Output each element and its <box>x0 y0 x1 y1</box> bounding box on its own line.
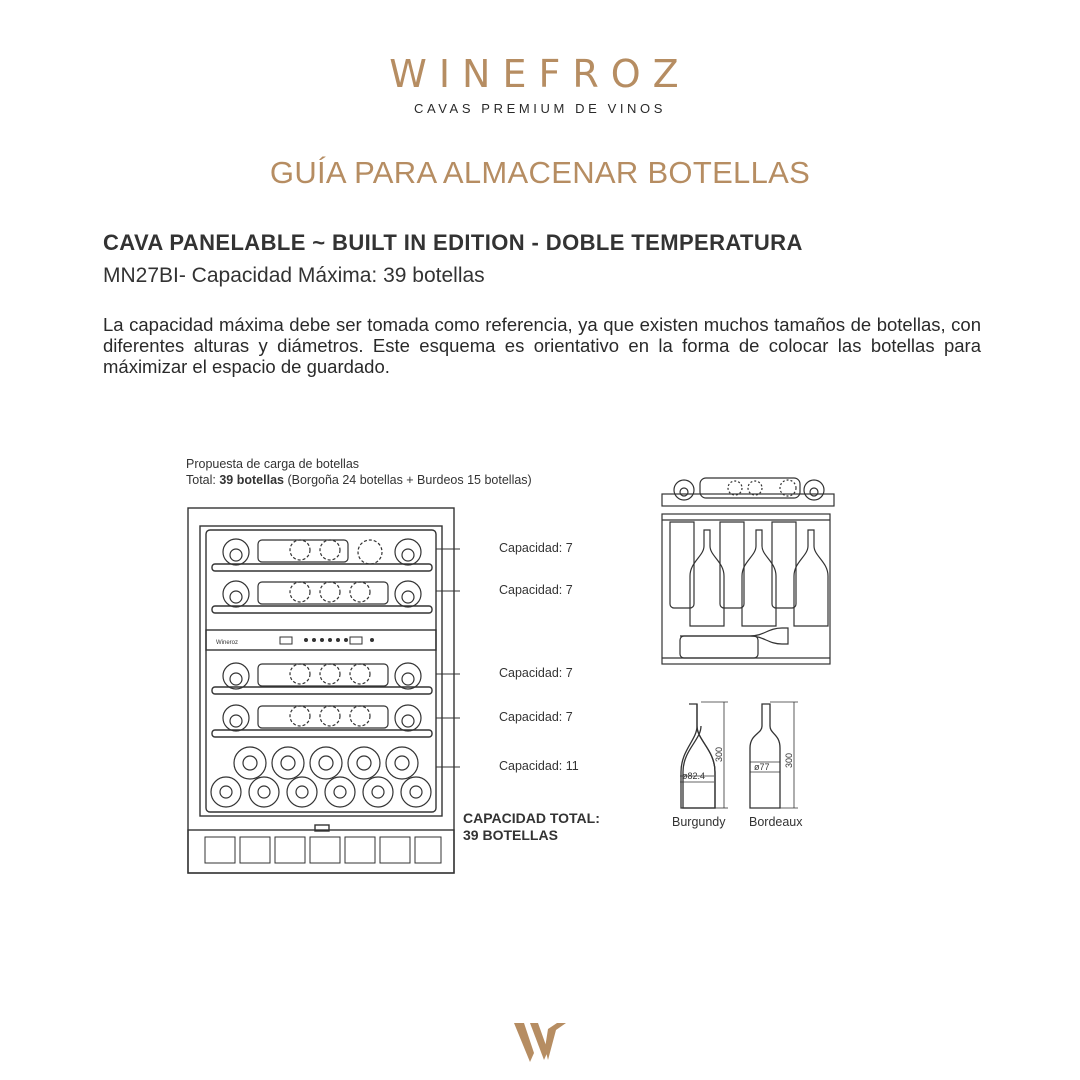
total-bold: 39 botellas <box>219 473 284 487</box>
total-capacity-line2: 39 BOTELLAS <box>463 827 558 843</box>
panel-brand-text: Wineroz <box>216 640 239 646</box>
section-title: CAVA PANELABLE ~ BUILT IN EDITION - DOBLE TEMPERATURA <box>103 230 803 255</box>
shelf-capacity-5: Capacidad: 11 <box>499 759 579 773</box>
shelf-capacity-4: Capacidad: 7 <box>499 710 573 724</box>
bordeaux-height: 300 <box>784 752 794 768</box>
guide-title: GUÍA PARA ALMACENAR BOTELLAS <box>269 155 811 190</box>
total-capacity-line1: CAPACIDAD TOTAL: <box>463 810 600 826</box>
wine-cooler-diagram <box>180 500 460 880</box>
shelf-capacity-3: Capacidad: 7 <box>499 666 573 680</box>
total-detail: (Borgoña 24 botellas + Burdeos 15 botellas) <box>283 473 532 487</box>
model-capacity-line: MN27BI- Capacidad Máxima: 39 botellas <box>103 264 485 287</box>
bordeaux-label: Bordeaux <box>749 815 803 829</box>
bordeaux-diameter: ø77 <box>754 762 770 772</box>
proposal-total <box>186 473 532 487</box>
winefroz-w-logo-icon <box>512 1020 568 1064</box>
intro-paragraph: La capacidad máxima debe ser tomada como referencia, ya que existen muchos tamaños de botellas, con diferentes alturas y diámetros. Este esquema es orientativo en la forma de colocar las botellas para máximizar el espacio de guardado. <box>103 314 981 377</box>
burgundy-label: Burgundy <box>672 815 726 829</box>
shelf-capacity-2: Capacidad: 7 <box>499 583 573 597</box>
bordeaux-bottle-drawing <box>748 700 804 812</box>
shelf-side-view-diagram <box>660 472 836 672</box>
total-capacity <box>463 810 600 844</box>
brand-tagline: CAVAS PREMIUM DE VINOS <box>413 101 667 116</box>
shelf-capacity-1: Capacidad: 7 <box>499 541 573 555</box>
proposal-label: Propuesta de carga de botellas <box>186 457 360 471</box>
burgundy-bottle-drawing <box>676 700 732 812</box>
burgundy-diameter: ø82.4 <box>682 771 706 781</box>
brand-logo: WINEFROZ <box>389 52 691 96</box>
total-prefix: Total: <box>186 473 220 487</box>
burgundy-height: 300 <box>714 746 724 762</box>
